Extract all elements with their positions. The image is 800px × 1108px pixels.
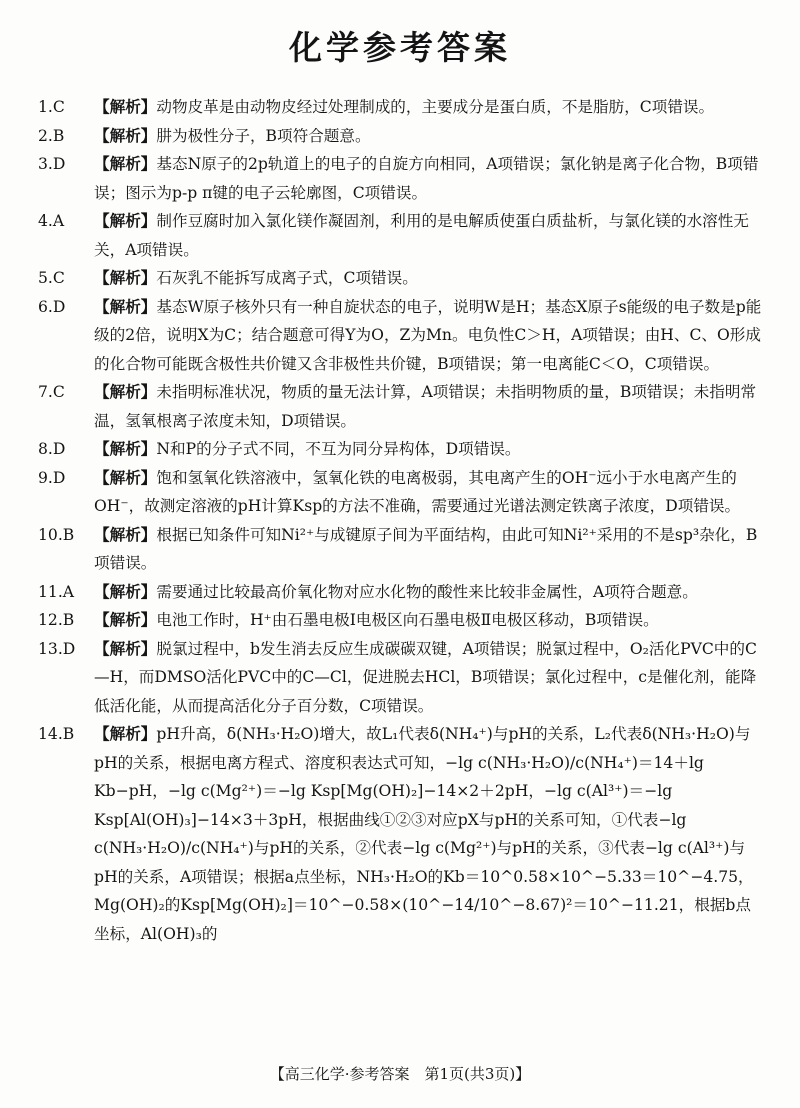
analysis-tag: 【解析】 (94, 581, 157, 601)
answer-item (38, 720, 766, 948)
answer-number: 12.B (38, 611, 75, 629)
answer-text: 制作豆腐时加入氯化镁作凝固剂，利用的是电解质使蛋白质盐析，与氯化镁的水溶性无关，A项错误。 (94, 212, 749, 259)
analysis-tag: 【解析】 (94, 610, 157, 629)
answer-number: 4.A (38, 212, 65, 230)
answer-text: 石灰乳不能拆写成离子式，C项错误。 (156, 269, 418, 287)
answer-item (38, 264, 766, 293)
analysis-tag: 【解析】 (94, 524, 157, 544)
answer-number: 10.B (38, 525, 75, 544)
answer-item (38, 207, 766, 264)
answer-number: 14.B (38, 725, 75, 743)
answer-item (38, 93, 766, 122)
answer-text: 基态W原子核外只有一种自旋状态的电子，说明W是H；基态X原子s能级的电子数是p能级的2倍，说明X为C；结合题意可得Y为O，Z为Mn。电负性C＞H，A项错误；由H、C、O形成的化合物可能既含极性共价键又含非极性共价键，B项错误；第一电离能C＜O，C项错误。 (94, 297, 762, 373)
answer-number: 13.D (38, 639, 76, 658)
page-title: 化学参考答案 (289, 28, 511, 67)
answer-text: pH升高，δ(NH₃·H₂O)增大，故L₁代表δ(NH₄⁺)与pH的关系，L₂代表δ(NH₃·H₂O)与pH的关系，根据电离方程式、溶度积表达式可知，−lg c(NH₃·H₂O)/c(NH₄⁺)＝14＋lg Kb−pH，−lg c(Mg²⁺)＝−lg Ksp[Mg(OH)₂]−14×2＋2pH，−lg c(Al³⁺)＝−lg Ksp[Al(OH)₃]−14×3＋3pH，根据曲线①②③对应pX与pH的关系可知，①代表−lg c(NH₃·H₂O)/c(NH₄⁺)与pH的关系，②代表−lg c(Mg²⁺)与pH的关系，③代表−lg c(Al³⁺)与pH的关系，A项错误；根据a点坐标，NH₃·H₂O的Kb＝10^0.58×10^−5.33＝10^−4.75，Mg(OH)₂的Ksp[Mg(OH)₂]＝10^−0.58×(10^−14/10^−8.67)²＝10^−11.21，根据b点坐标，Al(OH)₃的 (94, 725, 754, 943)
analysis-tag: 【解析】 (94, 296, 157, 316)
answer-item (38, 606, 766, 635)
answer-number: 5.C (38, 269, 65, 287)
answer-item (38, 435, 766, 464)
answer-number: 3.D (38, 155, 66, 173)
answer-item (38, 635, 766, 721)
analysis-tag: 【解析】 (94, 211, 157, 230)
analysis-tag: 【解析】 (94, 97, 157, 116)
page-footer: 【高三化学·参考答案 第1页(共3页)】 (269, 1065, 531, 1083)
answer-text: 饱和氢氧化铁溶液中，氢氧化铁的电离极弱，其电离产生的OH⁻远小于水电离产生的OH⁻，故测定溶液的pH计算Ksp的方法不准确，需要通过光谱法测定铁离子浓度，D项错误。 (94, 468, 741, 515)
analysis-tag: 【解析】 (94, 382, 157, 401)
answer-text: 动物皮革是由动物皮经过处理制成的，主要成分是蛋白质，不是脂肪，C项错误。 (156, 98, 715, 116)
analysis-tag: 【解析】 (94, 467, 157, 487)
answer-number: 6.D (38, 297, 66, 316)
answer-item (38, 464, 766, 521)
answer-text: 脱氯过程中，b发生消去反应生成碳碳双键，A项错误；脱氯过程中，O₂活化PVC中的C—H，而DMSO活化PVC中的C—Cl，促进脱去HCl，B项错误；氯化过程中，c是催化剂，能降低活化能，从而提高活化分子百分数，C项错误。 (94, 639, 757, 715)
answer-item (38, 150, 766, 207)
analysis-tag: 【解析】 (94, 724, 157, 743)
answer-number: 11.A (38, 582, 75, 601)
answer-text: 电池工作时，H⁺由石墨电极Ⅰ电极区向石墨电极Ⅱ电极区移动，B项错误。 (156, 611, 659, 629)
answer-number: 8.D (38, 440, 66, 458)
answer-text: 肼为极性分子，B项符合题意。 (156, 126, 371, 145)
analysis-tag: 【解析】 (94, 638, 157, 658)
answer-item (38, 293, 766, 379)
answer-list (38, 93, 766, 948)
answer-item (38, 578, 766, 607)
analysis-tag: 【解析】 (94, 268, 157, 287)
answer-number: 2.B (38, 126, 65, 145)
answer-item (38, 378, 766, 435)
answer-number: 1.C (38, 98, 65, 116)
answer-text: N和P的分子式不同，不互为同分异构体，D项错误。 (156, 440, 521, 458)
analysis-tag: 【解析】 (94, 125, 157, 145)
answer-text: 基态N原子的2p轨道上的电子的自旋方向相同，A项错误；氯化钠是离子化合物，B项错误；图示为p-p π键的电子云轮廓图，C项错误。 (94, 155, 759, 202)
answer-number: 7.C (38, 383, 65, 401)
answer-text: 需要通过比较最高价氧化物对应水化物的酸性来比较非金属性，A项符合题意。 (156, 582, 698, 601)
analysis-tag: 【解析】 (94, 439, 157, 458)
analysis-tag: 【解析】 (94, 154, 157, 173)
answer-text: 未指明标准状况，物质的量无法计算，A项错误；未指明物质的量，B项错误；未指明常温，氢氧根离子浓度未知，D项错误。 (94, 383, 757, 430)
answer-item (38, 122, 766, 151)
answer-text: 根据已知条件可知Ni²⁺与成键原子间为平面结构，由此可知Ni²⁺采用的不是sp³杂化，B项错误。 (94, 525, 758, 572)
answer-item (38, 521, 766, 578)
answer-number: 9.D (38, 468, 66, 487)
